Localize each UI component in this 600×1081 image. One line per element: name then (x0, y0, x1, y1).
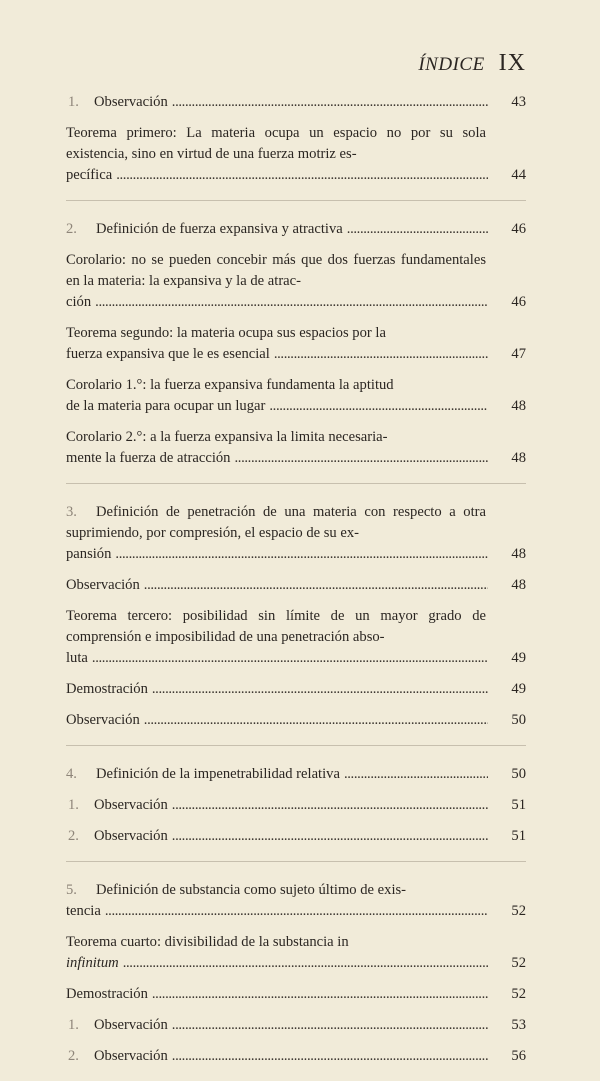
dot-leader (95, 292, 488, 313)
toc-section (66, 219, 526, 469)
entry-tail: infinitum (66, 955, 119, 971)
toc-section (66, 502, 526, 731)
running-header (418, 50, 526, 77)
section-divider (66, 745, 526, 746)
toc-entry[interactable] (66, 575, 526, 596)
dot-leader (92, 648, 488, 669)
entry-tail: Observación (94, 797, 168, 813)
toc-entry[interactable] (66, 92, 526, 113)
entry-tail: tencia (66, 903, 101, 919)
toc-entry[interactable] (66, 219, 526, 240)
entry-tail: Observación (94, 94, 168, 110)
entry-number: 5. (66, 882, 77, 898)
entry-page-number: 46 (511, 294, 526, 310)
entry-page-number: 53 (511, 1017, 526, 1033)
toc-entry[interactable] (66, 710, 526, 731)
entry-number: 2. (68, 828, 79, 844)
entry-page-number: 48 (511, 398, 526, 414)
entry-tail: mente la fuerza de atracción (66, 450, 231, 466)
entry-tail: Observación (94, 1048, 168, 1064)
toc-entry[interactable] (66, 932, 526, 974)
entry-page-number: 48 (511, 546, 526, 562)
entry-last-line (66, 575, 526, 596)
entry-last-line (66, 901, 526, 922)
entry-last-line (66, 1046, 526, 1067)
entry-tail: Observación (66, 577, 140, 593)
toc-entry[interactable] (66, 250, 526, 313)
entry-last-line (66, 826, 526, 847)
entry-last-line (66, 710, 526, 731)
entry-tail: de la materia para ocupar un lugar (66, 398, 266, 414)
entry-text (66, 606, 526, 648)
entry-page-number: 48 (511, 577, 526, 593)
entry-page-number: 52 (511, 955, 526, 971)
entry-last-line (66, 795, 526, 816)
entry-last-line (66, 679, 526, 700)
entry-tail: Definición de fuerza expansiva y atractiva (96, 221, 343, 237)
dot-leader (152, 984, 488, 1005)
entry-page-number: 44 (511, 167, 526, 183)
entry-text (66, 880, 526, 901)
entry-text (66, 427, 526, 448)
toc-entry[interactable] (66, 1015, 526, 1036)
entry-text (66, 932, 526, 953)
entry-head: Teorema tercero: posibilidad sin límite de un mayor grado de comprensión e imposibilidad de una penetración abso- (66, 608, 486, 645)
dot-leader (234, 448, 488, 469)
entry-head: Teorema segundo: la materia ocupa sus espacios por la (66, 325, 386, 341)
entry-head: Corolario 2.°: a la fuerza expansiva la limita necesaria- (66, 429, 388, 445)
entry-tail: Observación (66, 712, 140, 728)
entry-number: 1. (68, 1017, 79, 1033)
section-divider (66, 483, 526, 484)
entry-last-line (66, 396, 526, 417)
entry-number: 2. (66, 221, 77, 237)
entry-page-number: 50 (511, 766, 526, 782)
entry-last-line (66, 544, 526, 565)
entry-text (66, 323, 526, 344)
dot-leader (347, 219, 488, 240)
entry-page-number: 43 (511, 94, 526, 110)
dot-leader (144, 575, 488, 596)
entry-number: 1. (68, 94, 79, 110)
toc-entry[interactable] (66, 427, 526, 469)
entry-head: Corolario 1.°: la fuerza expansiva fundamenta la aptitud (66, 377, 394, 393)
toc-entry[interactable] (66, 826, 526, 847)
toc-entry[interactable] (66, 1046, 526, 1067)
dot-leader (172, 795, 488, 816)
entry-number: 3. (66, 504, 77, 520)
dot-leader (115, 544, 488, 565)
dot-leader (172, 826, 488, 847)
entry-last-line (66, 448, 526, 469)
toc-entry[interactable] (66, 606, 526, 669)
toc-entry[interactable] (66, 679, 526, 700)
toc-section (66, 92, 526, 186)
entry-tail: Demostración (66, 986, 148, 1002)
entry-number: 4. (66, 766, 77, 782)
dot-leader (344, 764, 488, 785)
dot-leader (144, 710, 488, 731)
entry-tail: Definición de la impenetrabilidad relativa (96, 766, 340, 782)
entry-page-number: 49 (511, 650, 526, 666)
entry-last-line (66, 953, 526, 974)
entry-tail: Observación (94, 828, 168, 844)
toc-entry[interactable] (66, 984, 526, 1005)
entry-last-line (66, 344, 526, 365)
entry-tail: luta (66, 650, 88, 666)
entry-tail: pecífica (66, 167, 113, 183)
entry-last-line (66, 165, 526, 186)
entry-text (66, 375, 526, 396)
entry-page-number: 47 (511, 346, 526, 362)
entry-page-number: 49 (511, 681, 526, 697)
section-divider (66, 200, 526, 201)
dot-leader (152, 679, 488, 700)
entry-text (66, 123, 526, 165)
toc-entry[interactable] (66, 502, 526, 565)
entry-page-number: 51 (511, 828, 526, 844)
entry-tail: Demostración (66, 681, 148, 697)
entry-page-number: 46 (511, 221, 526, 237)
table-of-contents (66, 92, 526, 1081)
toc-entry[interactable] (66, 764, 526, 785)
entry-page-number: 51 (511, 797, 526, 813)
entry-text (66, 502, 526, 544)
entry-last-line (66, 648, 526, 669)
dot-leader (172, 1046, 488, 1067)
entry-tail: Observación (94, 1017, 168, 1033)
toc-section (66, 764, 526, 847)
entry-last-line (66, 1015, 526, 1036)
toc-entry[interactable] (66, 123, 526, 186)
entry-tail: fuerza expansiva que le es esencial (66, 346, 270, 362)
toc-section (66, 880, 526, 1067)
entry-head: Teorema primero: La materia ocupa un espacio no por su sola existencia, sino en virtud de una fuerza motriz es- (66, 125, 486, 162)
entry-number: 1. (68, 797, 79, 813)
dot-leader (116, 165, 488, 186)
dot-leader (269, 396, 488, 417)
toc-entry[interactable] (66, 323, 526, 365)
entry-page-number: 52 (511, 903, 526, 919)
entry-page-number: 56 (511, 1048, 526, 1064)
entry-head: Definición de substancia como sujeto último de exis- (96, 882, 407, 898)
entry-last-line (66, 984, 526, 1005)
toc-entry[interactable] (66, 880, 526, 922)
dot-leader (172, 92, 488, 113)
toc-entry[interactable] (66, 375, 526, 417)
entry-last-line (66, 292, 526, 313)
entry-head: Teorema cuarto: divisibilidad de la substancia in (66, 934, 349, 950)
toc-entry[interactable] (66, 795, 526, 816)
header-page-number: IX (498, 50, 526, 76)
entry-page-number: 52 (511, 986, 526, 1002)
entry-page-number: 50 (511, 712, 526, 728)
dot-leader (274, 344, 488, 365)
dot-leader (172, 1015, 488, 1036)
entry-tail: ción (66, 294, 92, 310)
entry-text (66, 250, 526, 292)
entry-head: Corolario: no se pueden concebir más que dos fuerzas fundamentales en la materia: la expansiva y la de atrac- (66, 252, 486, 289)
section-divider (66, 861, 526, 862)
entry-head: Definición de penetración de una materia con respecto a otra suprimiendo, por compresión, el espacio de su ex- (66, 504, 486, 541)
entry-last-line (66, 92, 526, 113)
entry-last-line (66, 219, 526, 240)
dot-leader (123, 953, 488, 974)
entry-number: 2. (68, 1048, 79, 1064)
header-title: ÍNDICE (418, 54, 485, 75)
entry-tail: pansión (66, 546, 112, 562)
dot-leader (105, 901, 488, 922)
entry-last-line (66, 764, 526, 785)
entry-page-number: 48 (511, 450, 526, 466)
